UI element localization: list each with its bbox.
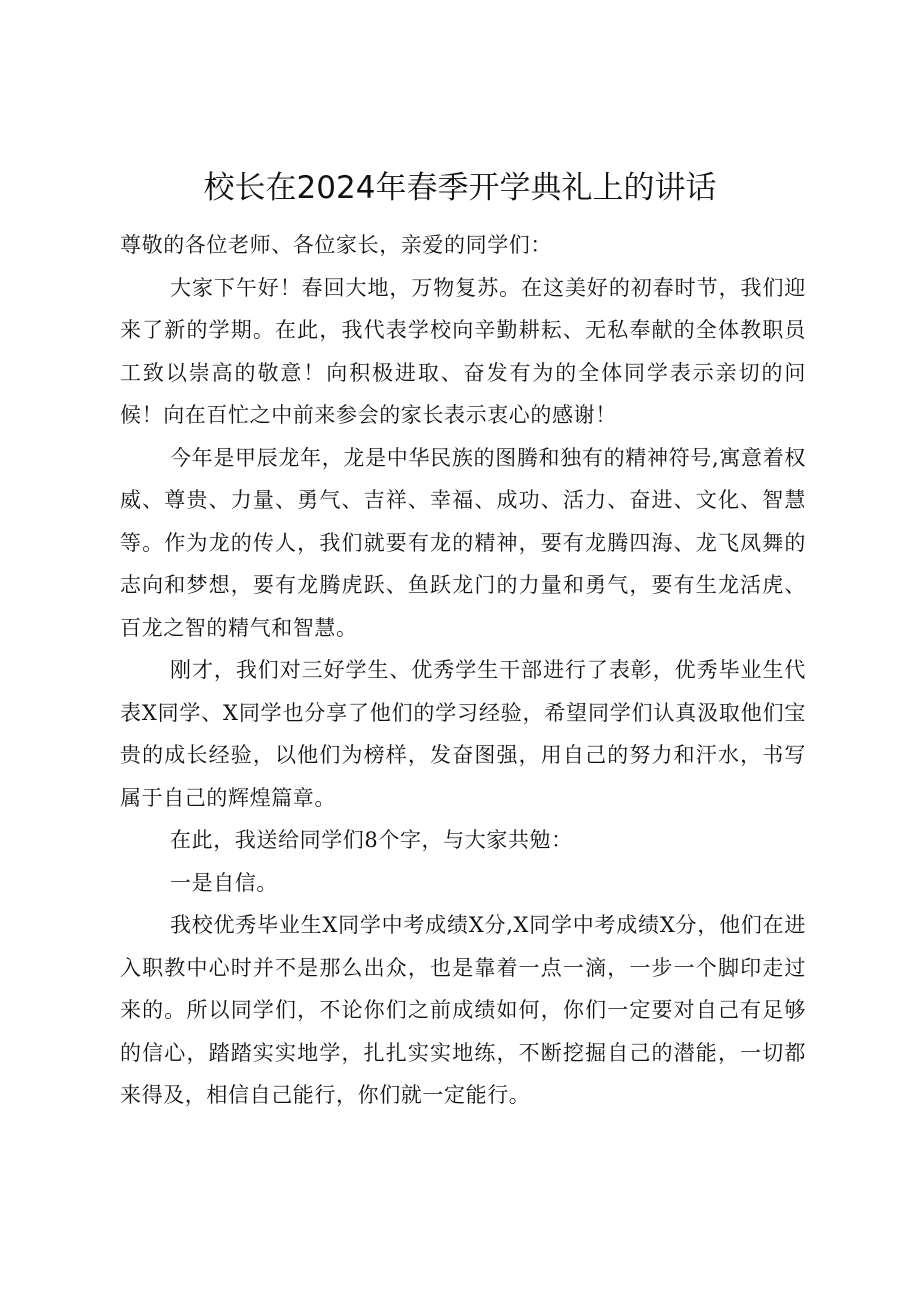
paragraph-commendation: 刚才，我们对三好学生、优秀学生干部进行了表彰，优秀毕业生代表X同学、X同学也分享了他们的学习经验，希望同学们认真汲取他们宝贵的成长经验，以他们为榜样，发奋图强，用自己的努力和汗水，书写属于自己的辉煌篇章。: [120, 658, 806, 810]
section-heading-confidence: 一是自信。: [170, 870, 278, 895]
paragraph-greeting: 大家下午好！春回大地，万物复苏。在这美好的初春时节，我们迎来了新的学期。在此，我代表学校向辛勤耕耘、无私奉献的全体教职员工致以崇高的敬意！向积极进取、奋发有为的全体同学表示亲切的问候！向在百忙之中前来参会的家长表示衷心的感谢！: [120, 275, 806, 427]
paragraph-dragon-year: 今年是甲辰龙年，龙是中华民族的图腾和独有的精神符号,寓意着权威、尊贵、力量、勇气、吉祥、幸福、成功、活力、奋进、文化、智慧等。作为龙的传人，我们就要有龙的精神，要有龙腾四海、龙飞凤舞的志向和梦想，要有龙腾虎跃、鱼跃龙门的力量和勇气，要有生龙活虎、百龙之智的精气和智慧。: [120, 445, 806, 640]
paragraph-confidence: 我校优秀毕业生X同学中考成绩X分,X同学中考成绩X分，他们在进入职教中心时并不是那么出众，也是靠着一点一滴，一步一个脚印走过来的。所以同学们，不论你们之前成绩如何，你们一定要对自己有足够的信心，踏踏实实地学，扎扎实实地练，不断挖掘自己的潜能，一切都来得及，相信自己能行，你们就一定能行。: [120, 913, 806, 1107]
document-body: [120, 224, 806, 1117]
paragraph-eight-characters: 在此，我送给同学们8个字，与大家共勉：: [170, 828, 573, 852]
document-title: 校长在2024年春季开学典礼上的讲话: [203, 170, 717, 206]
salutation: 尊敬的各位老师、各位家长，亲爱的同学们：: [120, 233, 552, 257]
